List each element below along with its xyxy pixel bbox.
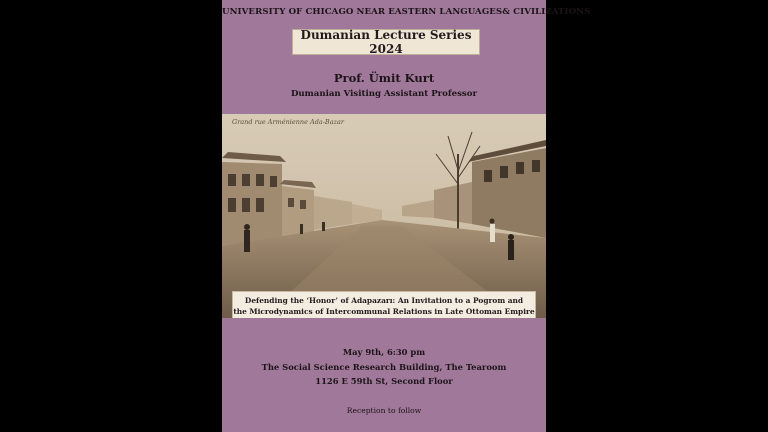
historic-street-photo xyxy=(222,114,546,318)
event-address: 1126 E 59th St, Second Floor xyxy=(315,376,453,386)
photo-caption: Grand rue Arménienne Ada-Bazar xyxy=(232,118,344,126)
lecture-title-label xyxy=(232,291,536,318)
reception-note: Reception to follow xyxy=(346,406,422,415)
event-poster xyxy=(222,0,591,432)
event-details xyxy=(222,345,546,389)
lecture-series-text: Dumanian Lecture Series 2024 xyxy=(300,28,472,56)
sepia-street-illustration xyxy=(222,114,546,318)
event-date-time: May 9th, 6:30 pm xyxy=(342,347,426,357)
university-header: UNIVERSITY OF CHICAGO NEAR EASTERN LANGUAGES& CIVILIZATIONS xyxy=(222,7,591,17)
event-venue: The Social Science Research Building, The Tearoom xyxy=(261,361,507,372)
lecture-title-line-1: Defending the ‘Honor’ of Adapazarı: An Invitation to a Pogrom and xyxy=(244,295,524,305)
lecture-title-line-2: the Microdynamics of Intercommunal Relations in Late Ottoman Empire xyxy=(233,306,535,316)
speaker-role: Dumanian Visiting Assistant Professor xyxy=(290,89,478,99)
lecture-series-label xyxy=(292,29,480,55)
speaker-name: Prof. Ümit Kurt xyxy=(333,71,435,85)
